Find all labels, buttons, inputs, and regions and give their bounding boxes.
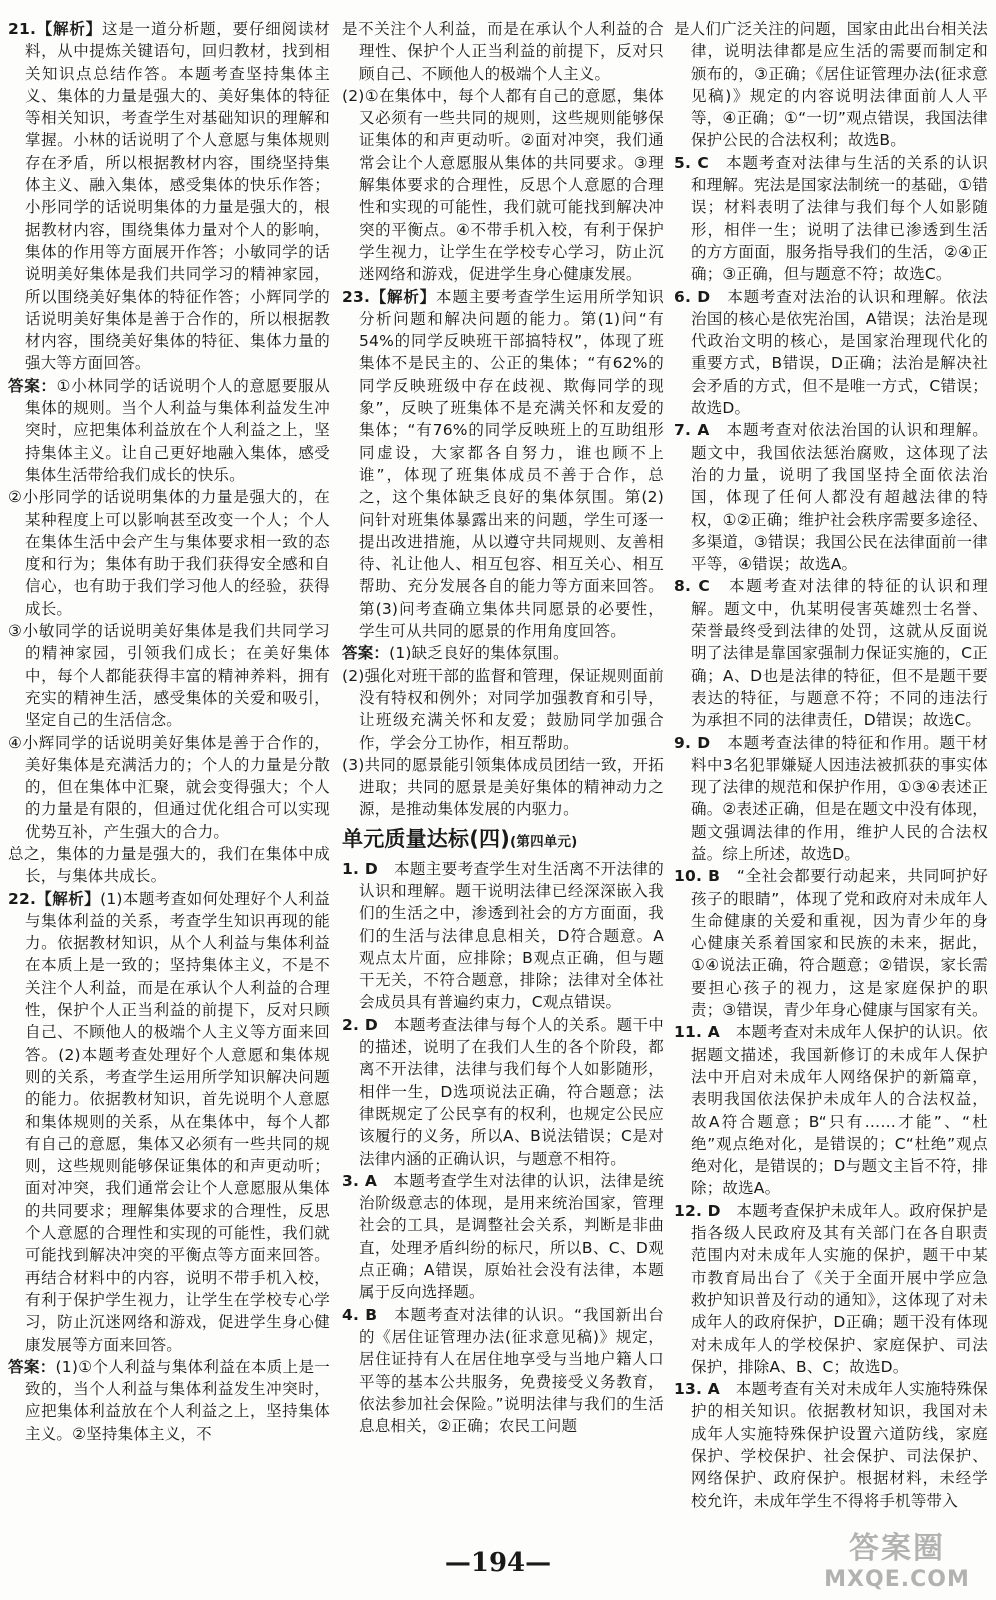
paragraph-text: 本题主要考查学生运用所学知识分析问题和解决问题的能力。第(1)问“有54%的同学反映班干部搞特权”，体现了班集体不是民主的、公正的集体；“有62%的同学反映班级中存在歧视、欺侮同学的现象”，反映了班集体不是充满关怀和友爱的集体；“有76%的同学反映班上的互助组形同虚设，大家都各自努力，谁也顾不上谁”，体现了班集体成员不善于合作，总之，这个集体缺乏良好的集体氛围。第(2)问针对班集体暴露出来的问题，学生可逐一提出改进措施，从以遵守共同规则、友善相待、礼让他人、相互包容、相互关心、相互帮助、充分发展各自的能力等方面来回答。第(3)问考查确立集体共同愿景的必要性，学生可从共同的愿景的作用角度回答。 bbox=[359, 287, 664, 641]
question-number: 7. A bbox=[674, 421, 710, 440]
paragraph-text: 本题考查对法律的特征的认识和理解。题文中，仇某明侵害英雄烈士名誉、荣誉最终受到法律的处罚，这就从反面说明了法律是靠国家强制力保证实施的，C正确；A、D也是法律的特征，但不是题干要表达的特征，与题意不符；不同的违法行为承担不同的法律责任，D错误；故选C。 bbox=[691, 577, 988, 730]
answer-paragraph bbox=[674, 18, 988, 152]
column-right bbox=[674, 18, 988, 1548]
answer-paragraph bbox=[8, 888, 330, 1356]
page-number: —194— bbox=[444, 1548, 552, 1578]
watermark-url: MXQE.COM bbox=[824, 1567, 970, 1592]
answer-paragraph bbox=[674, 419, 988, 575]
paragraph-text: “全社会都要行动起来，共同呵护好孩子的眼睛”，体现了党和政府对未成年人生命健康的关爱和重视，因为青少年的身心健康关系着国家和民族的未来，据此，①④说法正确，符合题意；②错误，家长需要担心孩子的视力，这是家庭保护的职责；③错误，青少年身心健康与国家有关。 bbox=[691, 867, 988, 1020]
answer-paragraph bbox=[342, 665, 664, 754]
paragraph-text: 本题考查对法律与生活的关系的认识和理解。宪法是国家法制统一的基础，①错误；材料表明了法律与我们每个人如影随形，相伴一生；说明了法律已渗透到生活的方方面面，服务指导我们的生活，②④正确；③正确，但与题意不符；故选C。 bbox=[691, 153, 988, 284]
question-number: 21. bbox=[8, 20, 37, 38]
paragraph-text: 本题考查法律的特征和作用。题干材料中3名犯罪嫌疑人因违法被抓获的事实体现了法律的规范和保护作用，①③④表述正确。②表述正确，但是在题文中没有体现，题文强调法律的作用，维护人民的合法权益。综上所述，故选D。 bbox=[691, 733, 988, 863]
answer-paragraph bbox=[342, 1170, 664, 1304]
paragraph-text: 本题考查法律与每个人的关系。题干中的描述，说明了在我们人生的各个阶段，都离不开法律，法律与我们每个人如影随形，相伴一生，D选项说法正确，符合题意；法律既规定了公民享有的权利，也规定公民应该履行的义务，所以A、B说法错误；C是对法律内涵的正确认识，与题意不相符。 bbox=[359, 1015, 664, 1168]
paragraph-text: 本题考查有关对未成年人实施特殊保护的相关知识。依据教材知识，我国对未成年人实施特殊保护设置六道防线，家庭保护、学校保护、社会保护、司法保护、网络保护、政府保护。根据材料，未经学校允许，未成年学生不得将手机等带入 bbox=[691, 1380, 988, 1510]
paragraph-text: (3)共同的愿景能引领集体成员团结一致，开拓进取；共同的愿景是美好集体的精神动力之源，是推动集体发展的内驱力。 bbox=[342, 755, 664, 819]
answer-paragraph bbox=[8, 732, 330, 843]
question-number: 2. D bbox=[342, 1015, 378, 1034]
answer-paragraph bbox=[342, 85, 664, 286]
paragraph-text: ③小敏同学的话说明美好集体是我们共同学习的精神家园，引领我们成长；在美好集体中，每个人都能获得丰富的精神养料，拥有充实的精神生活，感受集体的关爱和吸引，坚定自己的生活信念。 bbox=[8, 622, 330, 730]
answer-paragraph bbox=[674, 286, 988, 420]
question-number: 12. D bbox=[674, 1201, 721, 1220]
question-number: 23. bbox=[342, 287, 371, 306]
paragraph-text: (1)本题考查如何处理好个人利益与集体利益的关系，考查学生知识再现的能力。依据教材知识，从个人利益与集体利益在本质上是一致的；坚持集体主义，不是不关注个人利益，而是在承认个人利益的合理性，保护个人正当利益的前提下，反对只顾自己、不顾他人的极端个人主义等方面来回答。(2)本题考查处理好个人意愿和集体规则的关系，考查学生运用所学知识解决问题的能力。依据教材知识，首先说明个人意愿和集体规则的关系，从在集体中，每个人都有自己的意愿，集体又必须有一些共同的规则，这些规则能够保证集体的和声更动听；面对冲突，我们通常会让个人意愿服从集体的共同要求；理解集体要求的合理性，反思个人意愿的合理性和实现的可能性，我们就可能找到解决冲突的平衡点等方面来回答。再结合材料中的内容，说明不带手机入校，有利于保护学生视力，让学生在学校专心学习，防止沉迷网络和游戏，促进学生身心健康发展等方面来回答。 bbox=[25, 889, 330, 1354]
answer-paragraph bbox=[342, 754, 664, 821]
column-middle bbox=[342, 18, 664, 1548]
answer-paragraph bbox=[8, 843, 330, 888]
paragraph-text: 本题考查保护未成年人。政府保护是指各级人民政府及其有关部门在各自职责范围内对未成年人实施的保护，题干中某市教育局出台了《关于全面开展中学应急救护知识普及行动的通知》，这体现了对未成年人的政府保护，D正确；题干没有体现对未成年人的学校保护、家庭保护、司法保护，排除A、B、C；故选D。 bbox=[691, 1201, 988, 1376]
column-left bbox=[8, 18, 330, 1548]
answer-paragraph bbox=[342, 1014, 664, 1170]
question-number: 9. D bbox=[674, 733, 711, 752]
paragraph-text: ①小林同学的话说明个人的意愿要服从集体的规则。当个人利益与集体利益发生冲突时，应把集体利益放在个人利益之上，坚持集体主义。让自己更好地融入集体，感受集体生活带给我们成长的快乐。 bbox=[25, 376, 330, 484]
paragraph-text: (2)强化对班干部的监督和管理，保证规则面前没有特权和例外；对同学加强教育和引导，让班级充满关怀和友爱；鼓励同学加强合作，学会分工协作，相互帮助。 bbox=[342, 666, 664, 752]
analysis-tag: 【解析】 bbox=[36, 20, 103, 38]
question-number: 10. B bbox=[674, 867, 721, 886]
answer-paragraph bbox=[342, 858, 664, 1014]
paragraph-text: 是人们广泛关注的问题，国家由此出台相关法律，说明法律都是应生活的需要而制定和颁布的，③正确；《居住证管理办法(征求意见稿)》规定的内容说明法律面前人人平等，④正确；①“一切”观点错误，我国法律保护公民的合法权利；故选B。 bbox=[674, 20, 988, 150]
section-subtitle: (第四单元) bbox=[510, 833, 578, 850]
paragraph-text: (1)①个人利益与集体利益在本质上是一致的，当个人利益与集体利益发生冲突时，应把集体利益放在个人利益之上，坚持集体主义。②坚持集体主义，不 bbox=[25, 1357, 330, 1443]
answer-label: 答案： bbox=[342, 644, 390, 663]
paragraph-text: 本题考查对依法治国的认识和理解。题文中，我国依法惩治腐败，这体现了法治的力量，说明了我国坚持全面依法治国，体现了任何人都没有超越法律的特权，①②正确；维护社会秩序需要多途径、多渠道，③错误；我国公民在法律面前一律平等，④错误；故选A。 bbox=[691, 421, 988, 574]
paragraph-text: 本题考查学生对法律的认识，法律是统治阶级意志的体现，是用来统治国家，管理社会的工具，是调整社会关系，判断是非曲直，处理矛盾纠纷的标尺，所以B、C、D观点正确；A错误，原始社会没有法律，本题属于反向选择题。 bbox=[359, 1171, 664, 1302]
answer-paragraph bbox=[674, 865, 988, 1021]
paragraph-text: 本题考查对法律的认识。“我国新出台的《居住证管理办法(征求意见稿)》规定，居住证持有人在居住地享受与当地户籍人口平等的基本公共服务，免费接受义务教育，依法参加社会保险。”说明法律与我们的生活息息相关，②正确；农民工问题 bbox=[359, 1305, 664, 1436]
answer-paragraph bbox=[342, 1304, 664, 1438]
paragraph-text: ②小彤同学的话说明集体的力量是强大的，在某种程度上可以影响甚至改变一个人；个人在集体生活中会产生与集体要求相一致的态度和行为；集体有助于我们获得安全感和自信心，也有助于我们学习他人的经验，获得成长。 bbox=[8, 488, 330, 618]
paragraph-text: 总之，集体的力量是强大的，我们在集体中成长，与集体共成长。 bbox=[8, 844, 330, 886]
answer-paragraph bbox=[342, 286, 664, 643]
answer-paragraph bbox=[674, 1378, 988, 1512]
paragraph-text: 这是一道分析题，要仔细阅读材料，从中提炼关键语句，回归教材，找到相关知识点总结作答。本题考查坚持集体主义、集体的力量是强大的、美好集体的特征等相关知识，考查学生对基础知识的理解和掌握。小林的话说明了个人意愿与集体规则存在矛盾，所以根据教材内容，围绕坚持集体主义、融入集体，感受集体的快乐作答；小彤同学的话说明集体的力量是强大的，根据教材内容，围绕集体力量对个人的影响，集体的作用等方面展开作答；小敏同学的话说明美好集体是我们共同学习的精神家园，所以围绕美好集体的特征作答；小辉同学的话说明美好集体是善于合作的，所以根据教材内容，围绕美好集体的特征、集体力量的强大等方面回答。 bbox=[25, 20, 330, 373]
question-number: 5. C bbox=[674, 153, 709, 172]
paragraph-text: 是不关注个人利益，而是在承认个人利益的合理性、保护个人正当利益的前提下，反对只顾自己、不顾他人的极端个人主义。 bbox=[342, 20, 664, 83]
answer-label: 答案： bbox=[8, 1357, 56, 1376]
answer-paragraph bbox=[8, 1356, 330, 1445]
analysis-tag: 【解析】 bbox=[36, 889, 101, 908]
question-number: 22. bbox=[8, 889, 37, 908]
question-number: 6. D bbox=[674, 287, 711, 306]
paragraph-text: ④小辉同学的话说明美好集体是善于合作的，美好集体是充满活力的；个人的力量是分散的，但在集体中汇聚，就会变得强大；个人的力量是有限的，但通过优化组合可以实现优势互补，产生强大的合力。 bbox=[8, 733, 330, 841]
question-number: 13. A bbox=[674, 1380, 720, 1399]
section-heading bbox=[342, 825, 664, 856]
answer-paragraph bbox=[674, 152, 988, 286]
answer-paragraph bbox=[342, 642, 664, 664]
analysis-tag: 【解析】 bbox=[370, 287, 437, 306]
answer-paragraph bbox=[8, 620, 330, 731]
question-number: 8. C bbox=[674, 577, 710, 596]
answer-paragraph bbox=[674, 1021, 988, 1199]
section-title: 单元质量达标(四) bbox=[342, 826, 510, 851]
paragraph-text: (1)缺乏良好的集体氛围。 bbox=[389, 644, 569, 663]
answer-paragraph bbox=[674, 732, 988, 866]
answer-paragraph bbox=[8, 486, 330, 620]
question-number: 4. B bbox=[342, 1305, 378, 1324]
answer-label: 答案： bbox=[8, 376, 57, 395]
answer-paragraph bbox=[674, 1200, 988, 1378]
question-number: 3. A bbox=[342, 1171, 378, 1190]
question-number: 1. D bbox=[342, 859, 378, 878]
answer-paragraph bbox=[8, 375, 330, 486]
answer-paragraph bbox=[342, 18, 664, 85]
paragraph-text: 本题考查对未成年人保护的认识。依据题文描述，我国新修订的未成年人保护法中开启对未成年人网络保护的新篇章，表明我国依法保护未成年人的合法权益，故A符合题意；B“只有……才能”、“杜绝”观点绝对化，是错误的；C“杜绝”观点绝对化，是错误的；D与题文主旨不符，排除；故选A。 bbox=[691, 1023, 988, 1198]
paragraph-text: 本题考查对法治的认识和理解。依法治国的核心是依宪治国，A错误；法治是现代政治文明的核心，是国家治理现代化的重要方式，B错误，D正确；法治是解决社会矛盾的方式，但不是唯一方式，C错误；故选D。 bbox=[691, 287, 988, 418]
answer-paragraph bbox=[8, 18, 330, 375]
question-number: 11. A bbox=[674, 1023, 720, 1042]
watermark-logo-text: 答案圈 bbox=[849, 1531, 945, 1566]
paragraph-text: (2)①在集体中，每个人都有自己的意愿，集体又必须有一些共同的规则，这些规则能够保证集体的和声更动听。②面对冲突，我们通常会让个人意愿服从集体的共同要求。③理解集体要求的合理性，反思个人意愿的合理性和实现的可能性，我们就可能找到解决冲突的平衡点。④不带手机入校，有利于保护学生视力，让学生在学校专心学习，防止沉迷网络和游戏，促进学生身心健康发展。 bbox=[342, 86, 664, 284]
watermark-logo bbox=[812, 1523, 982, 1592]
paragraph-text: 本题主要考查学生对生活离不开法律的认识和理解。题干说明法律已经深深嵌入我们的生活之中，渗透到社会的方方面面，我们的生活与法律息息相关，D符合题意。A观点太片面，应排除；B观点正确，但与题干无关，不符合题意，排除；法律对全体社会成员具有普遍约束力，C观点错误。 bbox=[359, 859, 664, 1012]
answer-paragraph bbox=[674, 575, 988, 731]
